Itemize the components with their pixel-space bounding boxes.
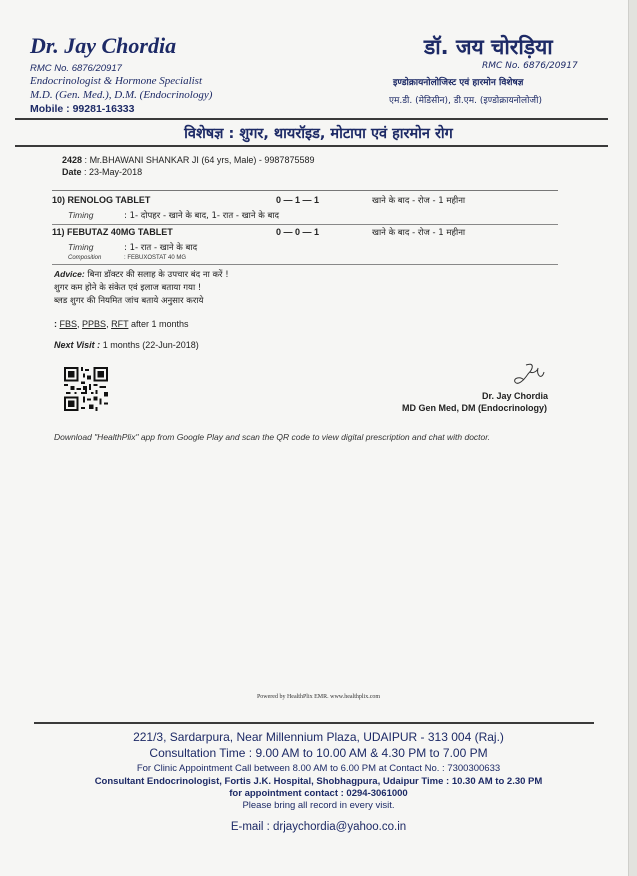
advice-text-2: शुगर कम होने के संकेत एवं इलाज बताया गया ! [54, 283, 202, 293]
date-value: 23-May-2018 [89, 167, 143, 177]
next-visit-value: 1 months (22-Jun-2018) [102, 340, 199, 350]
med-rule-1 [52, 190, 558, 191]
medicine-row [52, 195, 150, 205]
date-label: Date [62, 167, 82, 177]
advice-text-1: बिना डॉक्टर की सलाह के उपचार बंद ना करें ! [87, 270, 229, 280]
footer-clinic-call: For Clinic Appointment Call between 8.00 AM to 6.00 PM at Contact No. : 7300300633 [136, 763, 501, 774]
medicine-dose: 0 — 0 — 1 [276, 227, 320, 237]
next-visit-line [54, 340, 199, 350]
medicine-name: RENOLOG TABLET [67, 195, 151, 205]
doctor-name-english: Dr. Jay Chordia [30, 33, 177, 58]
header-rule-top [15, 118, 608, 120]
advice-label: Advice: [54, 269, 85, 279]
tests-prefix: : [54, 319, 57, 329]
medicine-index: 10) [52, 195, 66, 205]
medicine-name: FEBUTAZ 40MG TABLET [67, 227, 173, 237]
date-line: Date : 23-May-2018 [62, 167, 143, 177]
signature-title: MD Gen Med, DM (Endocrinology) [402, 403, 547, 413]
signature-image [512, 362, 546, 390]
patient-name: Mr.BHAWANI SHANKAR JI (64 yrs, Male) - 9987875589 [89, 155, 315, 165]
signature-name: Dr. Jay Chordia [482, 391, 549, 401]
test-item: RFT [111, 319, 129, 329]
doctor-name-hindi: डॉ. जय चोरड़िया [424, 35, 553, 59]
timing-value: : 1- दोपहर - खाने के बाद, 1- रात - खाने के बाद [124, 211, 280, 221]
medicine-row [52, 227, 173, 237]
composition-value: : FEBUXOSTAT 40 MG [124, 255, 187, 261]
footer-email: E-mail : drjaychordia@yahoo.co.in [230, 821, 407, 833]
footer-rule [34, 722, 594, 724]
specialty-line: विशेषज्ञ : शुगर, थायरॉइड, मोटापा एवं हारमोन रोग [184, 126, 453, 142]
footer-appointment: for appointment contact : 0294-3061000 [229, 788, 408, 799]
mobile-number: Mobile : 99281-16333 [30, 103, 135, 115]
footer-records-note: Please bring all record in every visit. [242, 800, 395, 811]
test-item: FBS [59, 319, 78, 329]
medicine-index: 11) [52, 227, 65, 237]
timing-label: Timing [68, 242, 94, 252]
footer-fortis-line: Consultant Endocrinologist, Fortis J.K. Hospital, Shobhagpura, Udaipur Time : 10.30 AM to 2.30 PM [94, 776, 543, 787]
advice-text-3: ब्लड शुगर की नियमित जांच बताये अनुसार कराये [54, 296, 204, 306]
medicine-instruction: खाने के बाद - रोज - 1 महीना [372, 196, 466, 206]
tests-line: : FBS, PPBS, RFT after 1 months [54, 319, 189, 329]
patient-line: 2428 : Mr.BHAWANI SHANKAR JI (64 yrs, Male) - 9987875589 [62, 155, 315, 165]
medicine-instruction: खाने के बाद - रोज - 1 महीना [372, 228, 466, 238]
qr-code-image [64, 367, 108, 411]
rmc-number-english: RMC No. 6876/20917 [30, 63, 122, 74]
next-visit-label: Next Visit : [54, 340, 101, 350]
composition-label: Composition [68, 255, 102, 261]
header-rule-bottom [15, 145, 608, 147]
timing-label: Timing [68, 210, 94, 220]
medicine-dose: 0 — 1 — 1 [276, 195, 320, 205]
tests-suffix: after 1 months [130, 319, 189, 329]
specialist-hindi: इण्डोक्रायनोलोजिस्ट एवं हारमोन विशेषज्ञ [393, 78, 524, 88]
footer-address: 221/3, Sardarpura, Near Millennium Plaza, UDAIPUR - 313 004 (Raj.) [133, 730, 504, 744]
advice-line-1 [54, 269, 229, 280]
rmc-number-hindi: RMC No. 6876/20917 [482, 61, 578, 71]
specialist-english: Endocrinologist & Hormone Specialist [30, 75, 203, 87]
app-download-note: Download "HealthPlix" app from Google Play and scan the QR code to view digital prescription and chat with doctor. [54, 432, 491, 442]
timing-value: : 1- रात - खाने के बाद [124, 243, 198, 253]
patient-id: 2428 [62, 155, 83, 165]
test-item: PPBS [82, 319, 107, 329]
degrees-english: M.D. (Gen. Med.), D.M. (Endocrinology) [30, 89, 213, 101]
footer-consultation-time: Consultation Time : 9.00 AM to 10.00 AM & 4.30 PM to 7.00 PM [149, 746, 488, 760]
med-rule-3 [52, 264, 558, 265]
powered-by: Powered by HealthPlix EMR. www.healthplix.com [256, 694, 381, 700]
med-rule-2 [52, 224, 558, 225]
degrees-hindi: एम.डी. (मेडिसीन), डी.एम. (इण्डोक्रायनोलोजी) [389, 96, 542, 106]
